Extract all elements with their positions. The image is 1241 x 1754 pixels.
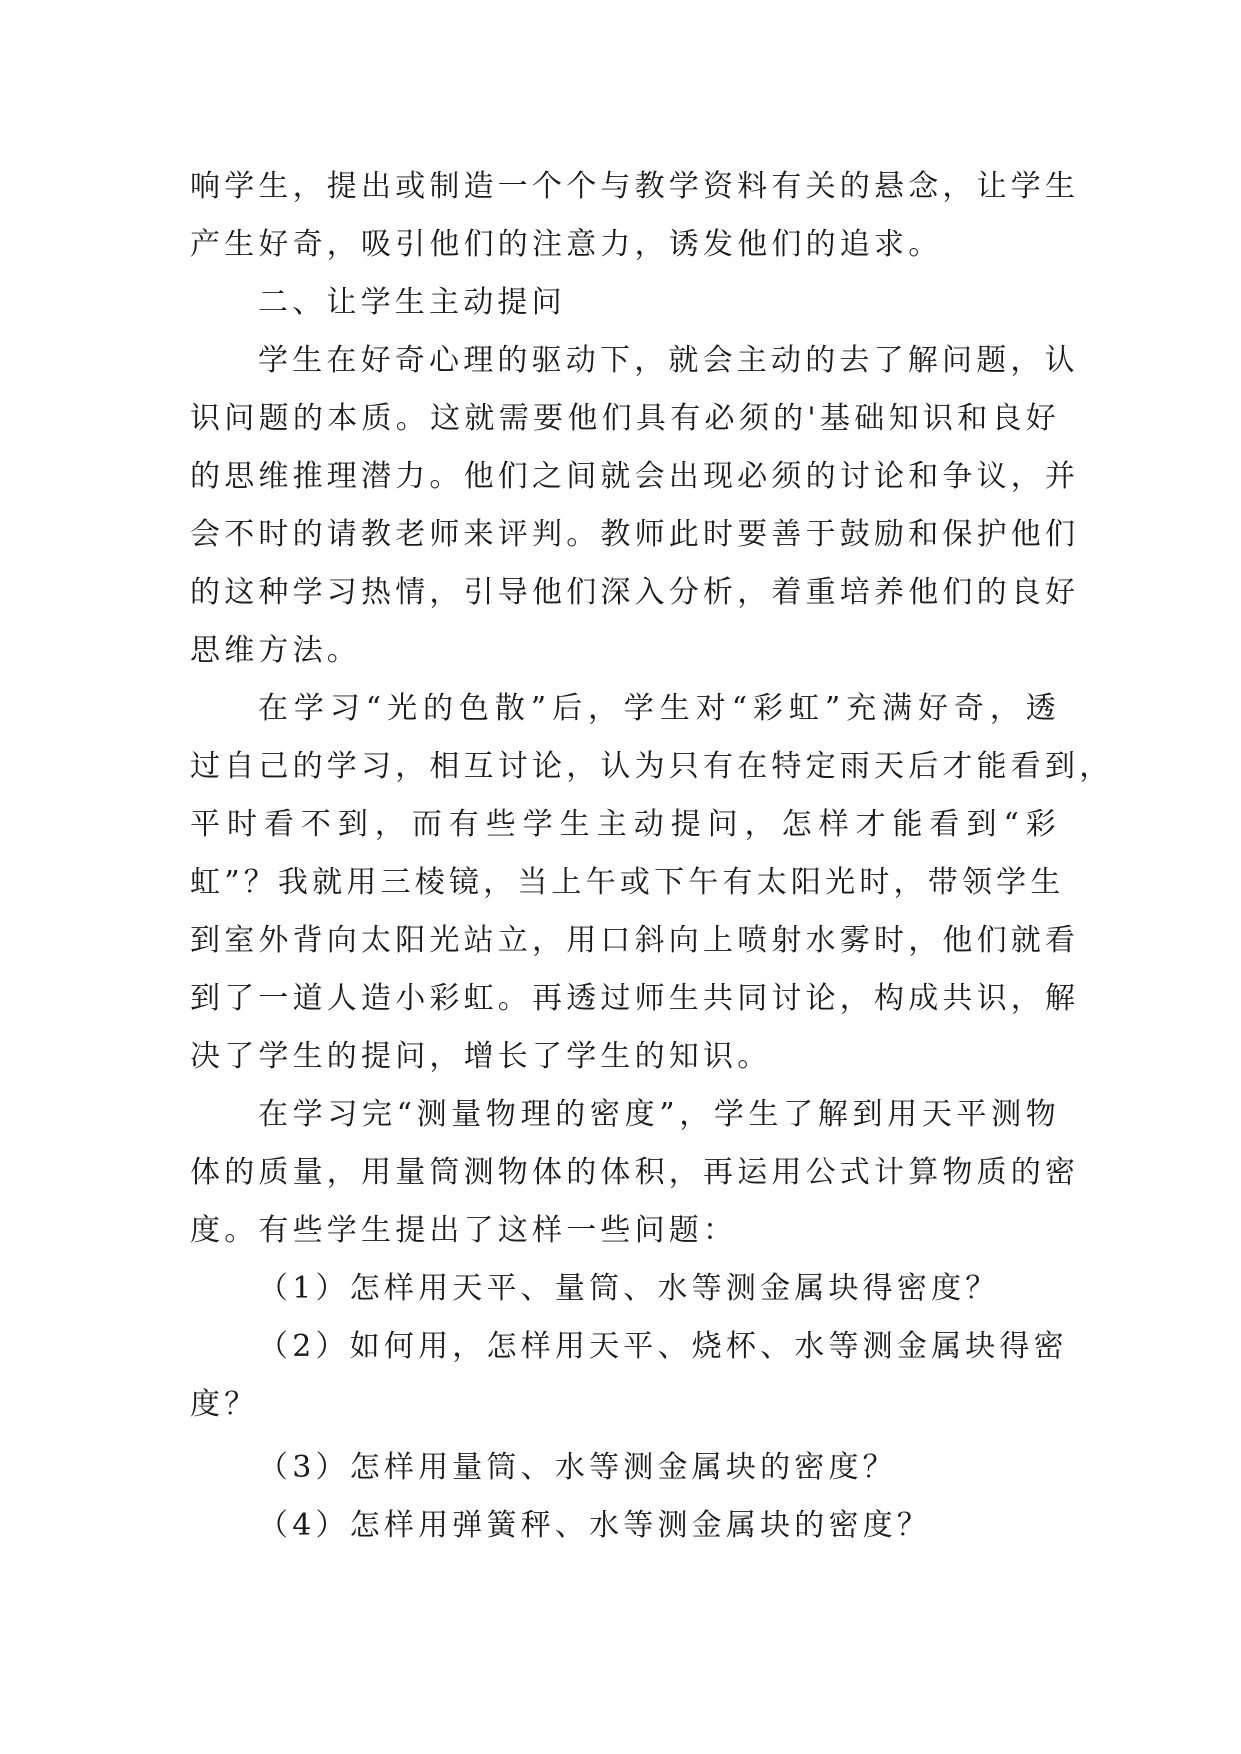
body-line: 的这种学习热情，引导他们深入分析，着重培养他们的良好 (190, 575, 1080, 610)
question-item: （3）怎样用量筒、水等测金属块的密度？ (258, 1450, 897, 1485)
body-line: 会不时的请教老师来评判。教师此时要善于鼓励和保护他们 (190, 517, 1080, 552)
body-line: 到室外背向太阳光站立，用口斜向上喷射水雾时，他们就看 (190, 923, 1080, 958)
body-line: 产生好奇，吸引他们的注意力，诱发他们的追求。 (190, 227, 943, 262)
body-line: 响学生，提出或制造一个个与教学资料有关的悬念，让学生 (190, 169, 1080, 204)
body-line: 虹”？我就用三棱镜，当上午或下午有太阳光时，带领学生 (190, 865, 1065, 900)
body-line: 学生在好奇心理的驱动下，就会主动的去了解问题，认 (258, 343, 1079, 378)
body-line: 在学习“光的色散”后，学生对“彩虹”充满好奇，透 (258, 691, 1060, 726)
body-line: 体的质量，用量筒测物体的体积，再运用公式计算物质的密 (190, 1155, 1080, 1190)
body-line: 识问题的本质。这就需要他们具有必须的'基础知识和良好 (190, 401, 1060, 436)
section-heading: 二、让学生主动提问 (258, 285, 566, 320)
body-line: 到了一道人造小彩虹。再透过师生共同讨论，构成共识，解 (190, 981, 1080, 1016)
body-line: 思维方法。 (190, 633, 361, 668)
document-body (190, 158, 1114, 1555)
question-item: （2）如何用，怎样用天平、烧杯、水等测金属块得密 (258, 1329, 1068, 1364)
question-item: （4）怎样用弹簧秤、水等测金属块的密度？ (258, 1508, 932, 1543)
body-line: 度。有些学生提出了这样一些问题： (190, 1213, 738, 1248)
body-line: 过自己的学习，相互讨论，认为只有在特定雨天后才能看到， (190, 749, 1114, 784)
body-line: 平时看不到，而有些学生主动提问，怎样才能看到“彩 (190, 807, 1060, 842)
question-item-continued: 度？ (190, 1387, 259, 1422)
body-line: 决了学生的提问，增长了学生的知识。 (190, 1039, 772, 1074)
question-item: （1）怎样用天平、量筒、水等测金属块得密度？ (258, 1271, 1000, 1306)
body-line: 的思维推理潜力。他们之间就会出现必须的讨论和争议，并 (190, 459, 1080, 494)
body-line: 在学习完“测量物理的密度”，学生了解到用天平测物 (258, 1097, 1060, 1132)
